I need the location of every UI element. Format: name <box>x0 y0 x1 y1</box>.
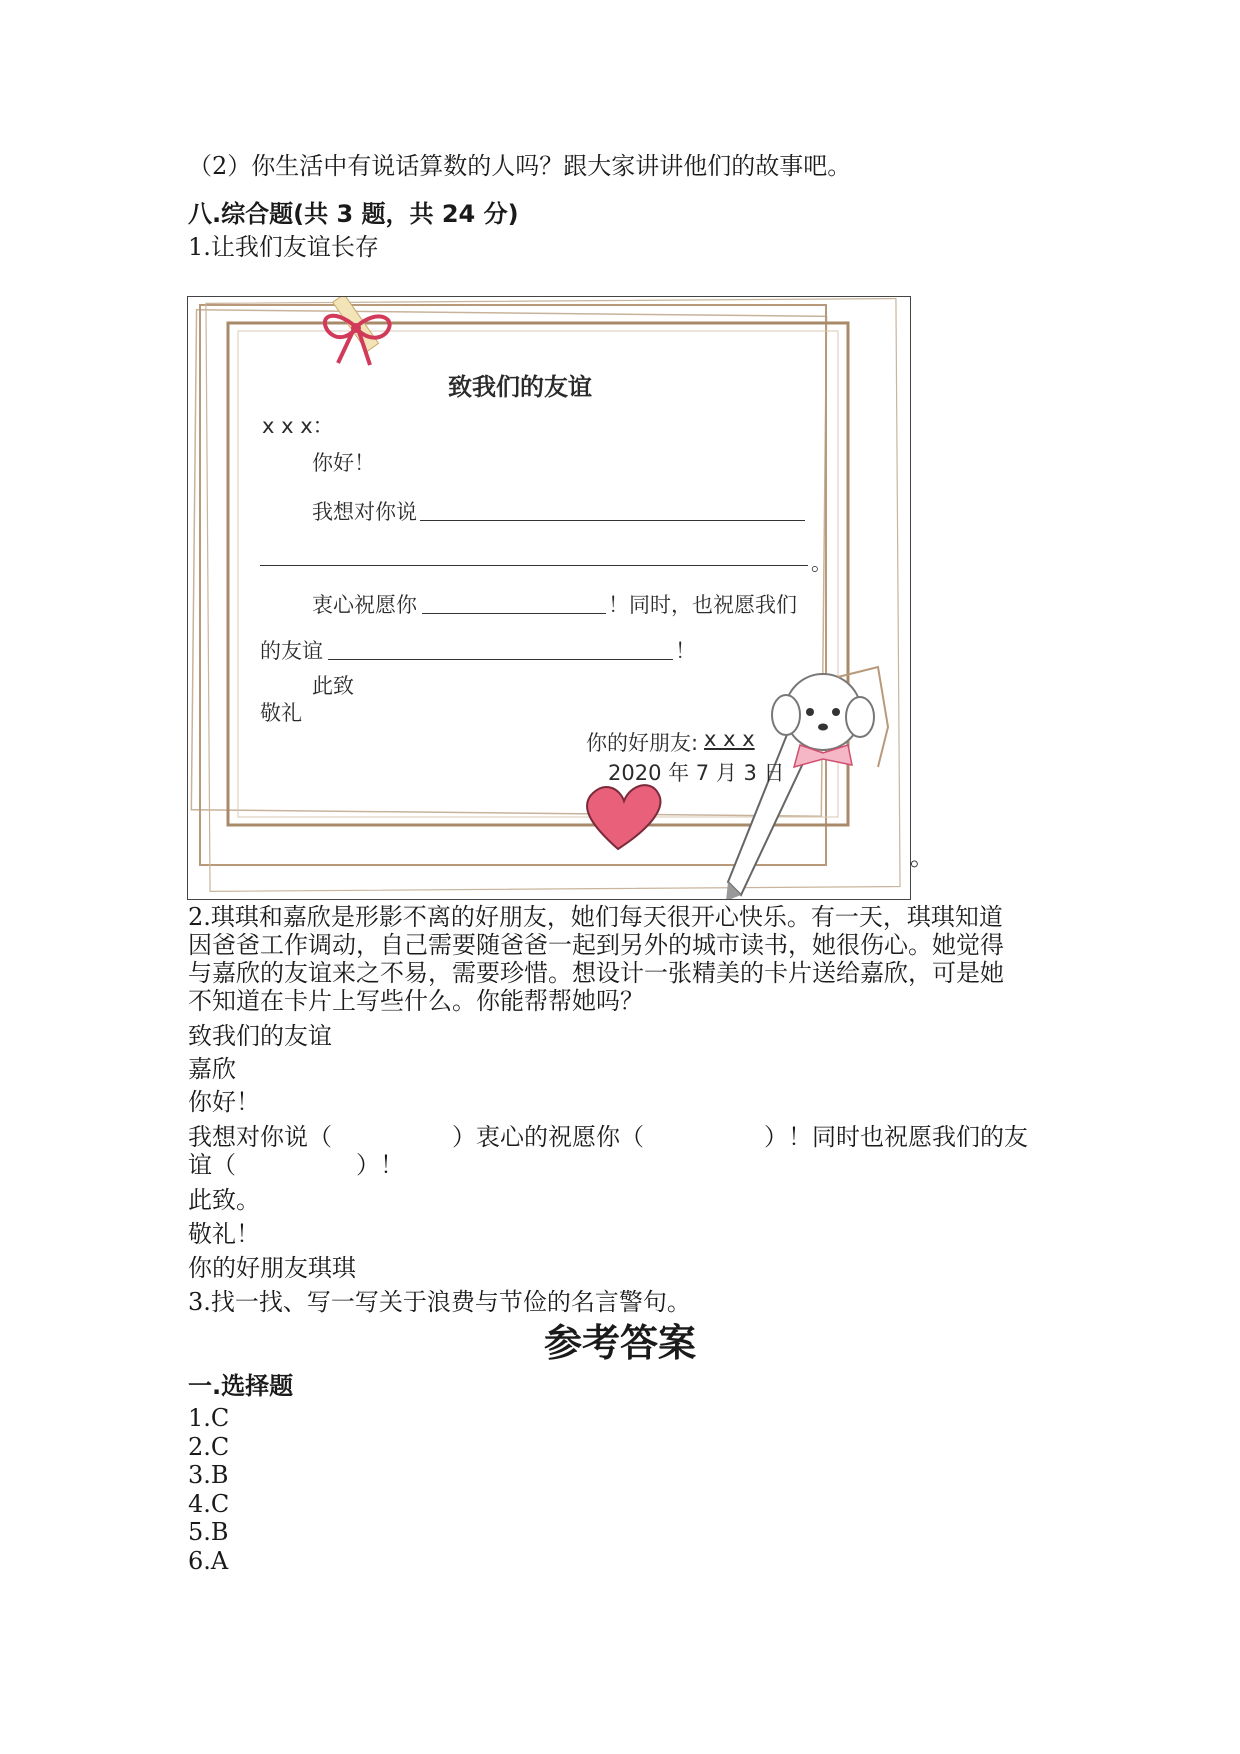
card-blank-line1 <box>420 520 805 521</box>
q2-card-title: 致我们的友谊 <box>188 1022 332 1050</box>
question-2-line: 2.琪琪和嘉欣是形影不离的好朋友，她们每天很开心快乐。有一天，琪琪知道 <box>188 903 1003 931</box>
card-wish2-suffix: ！ <box>675 639 696 663</box>
question-7-2: （2）你生活中有说话算数的人吗？跟大家讲讲他们的故事吧。 <box>188 152 852 180</box>
card-date: 2020 年 7 月 3 日 <box>608 761 785 785</box>
card-wish2-prefix: 的友谊 <box>260 639 323 663</box>
card-blank-line2 <box>260 565 808 566</box>
q2-recipient: 嘉欣 <box>188 1055 236 1083</box>
answer-item: 6.A <box>188 1547 229 1575</box>
card-blank-wish2 <box>328 659 673 660</box>
card-sign-name: x x x <box>704 727 755 751</box>
question-2-line: 与嘉欣的友谊来之不易，需要珍惜。想设计一张精美的卡片送给嘉欣，可是她 <box>188 959 1004 987</box>
q2-signature: 你的好朋友琪琪 <box>188 1254 356 1282</box>
card-wish1-prefix: 衷心祝愿你 <box>312 593 417 617</box>
card-title: 致我们的友谊 <box>448 373 592 401</box>
question-2-line: 不知道在卡片上写些什么。你能帮帮她吗？ <box>188 987 644 1015</box>
q2-hello: 你好！ <box>188 1088 260 1116</box>
answer-item: 4.C <box>188 1490 230 1518</box>
card-greeting: 你好！ <box>312 451 375 475</box>
answer-item: 1.C <box>188 1404 230 1432</box>
answer-item: 3.B <box>188 1461 229 1489</box>
q2-closing2: 敬礼！ <box>188 1220 260 1248</box>
card-period: 。 <box>811 551 832 575</box>
card-blank-wish1 <box>422 613 606 614</box>
friendship-card-image <box>187 296 911 900</box>
card-wish1-suffix: ！同时，也祝愿我们 <box>608 593 797 617</box>
answers-title: 参考答案 <box>543 1321 696 1365</box>
heart-icon <box>587 785 660 849</box>
card-sign-label: 你的好朋友: <box>586 731 699 755</box>
card-closing1: 此致 <box>312 674 354 698</box>
question-2-line: 因爸爸工作调动，自己需要随爸爸一起到另外的城市读书，她很伤心。她觉得 <box>188 931 1004 959</box>
answer-item: 5.B <box>188 1518 229 1546</box>
q2-closing1: 此致。 <box>188 1186 260 1214</box>
card-trailing-period: 。 <box>910 843 934 871</box>
question-3: 3.找一找、写一写关于浪费与节俭的名言警句。 <box>188 1288 691 1316</box>
q2-fill-line2: 谊（ ）！ <box>188 1151 404 1179</box>
section-8-heading: 八.综合题(共 3 题，共 24 分) <box>188 200 519 228</box>
answer-item: 2.C <box>188 1433 230 1461</box>
q2-fill-line1: 我想对你说（ ）衷心的祝愿你（ ）！同时也祝愿我们的友 <box>188 1123 1028 1151</box>
answers-section-1: 一.选择题 <box>188 1372 294 1400</box>
card-closing2: 敬礼 <box>260 701 302 725</box>
card-salutation: x x x： <box>262 414 334 438</box>
card-line1-prefix: 我想对你说 <box>312 500 417 524</box>
question-1-label: 1.让我们友谊长存 <box>188 233 379 261</box>
